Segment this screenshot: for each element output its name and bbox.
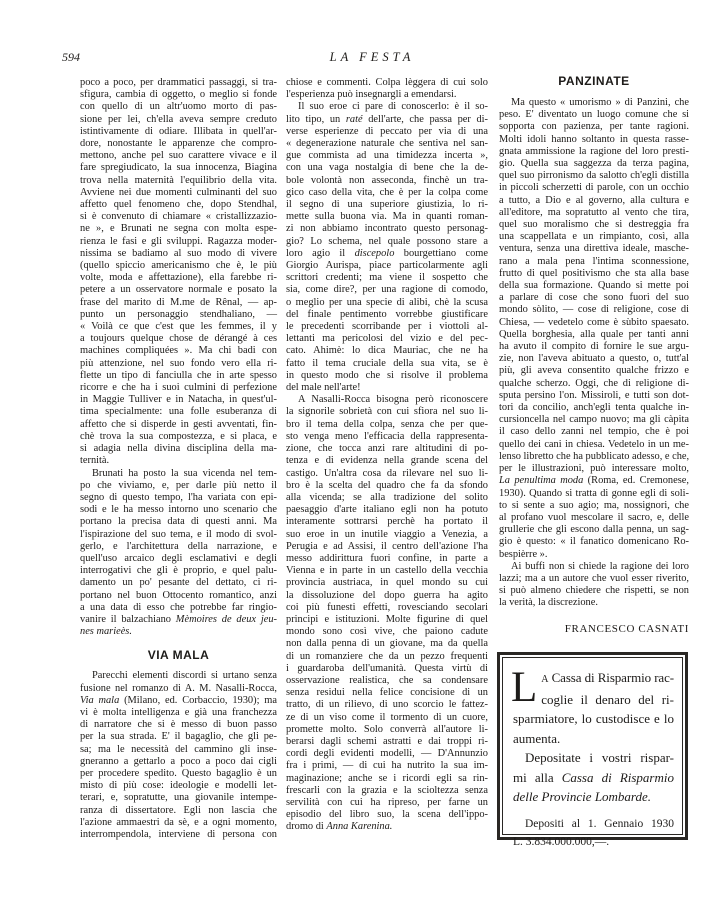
text-line: non dalla penna di un giovane, ma da quella	[286, 638, 488, 650]
text-line: osservazione realistica, che sa condensare	[286, 674, 488, 686]
text-line: gue commista ad una timidezza incerta »,	[286, 150, 488, 162]
drop-cap: L	[511, 664, 538, 711]
text-line: per procedere spedito. Questo bagaglio è un	[80, 767, 277, 779]
text-line: terari, e, sopratutte, una giovanile intempe-	[80, 792, 277, 804]
text-line: ternità.	[80, 455, 110, 467]
text-line: in Maggie Tulliver e in Natacha, in quest'ul-	[80, 394, 277, 406]
text-line: lazzi; ma a un autore che vuol esser riverito,	[499, 572, 689, 584]
text-line: promette molto. Solo converrà all'autore li-	[286, 723, 488, 735]
text-line: del finale pentimento vorrebbe giustificare	[286, 308, 488, 320]
text-line: cato. Ahimè: lo dica Mauriac, che ne ha	[286, 345, 488, 357]
text-line: tori da concilio, anch'egli tenta qualche in-	[499, 402, 689, 414]
text-line: di narratore che si è messo di buon passo	[80, 719, 277, 731]
text-line: il caso dello zanni nel tempio, che è poi	[499, 426, 689, 438]
text-line: istintivamente di odiare. Illibata in quell'ar-	[80, 125, 277, 137]
text-line: più attenzione, nel suo fondo vero ella ri-	[80, 357, 277, 369]
text-line: tima specialmente: una folle esuberanza di	[80, 406, 277, 418]
text-line: principi e istituzioni. Molte figurine di quel	[286, 613, 488, 625]
text-line: frutto di quel positivismo che sta alla base	[499, 267, 689, 279]
text-line: scrittori credenti; ma viene il sospetto che	[286, 272, 488, 284]
text-line: gio. Quella sua saggezza da terza pagina,	[499, 158, 689, 170]
text-line: della sua formazione. Quando si mette poi	[499, 280, 689, 292]
text-line: per le illustrazioni, può interessare molto,	[499, 463, 689, 475]
text-line: in piccoli scherzetti di parole, con un occhio	[499, 182, 689, 194]
italic-title: La penultima moda	[499, 475, 584, 487]
text-line: sa; ma le necessità del cammino gli inse-	[80, 743, 277, 755]
section-heading: PANZINATE	[558, 74, 630, 88]
text-line: sfigura, cambia di oggetto, o meglio si fonde	[80, 89, 277, 101]
paragraph	[286, 101, 488, 394]
ad-text-line: sparmiatore, lo custodisce e lo	[513, 711, 674, 726]
text-line: Via mala (Milano, ed. Corbaccio, 1930); ma	[80, 694, 277, 706]
text-line: ne », e Brunati ne segna con molta espe-	[80, 223, 277, 235]
text-line: mette sulla buona via. Ma in quanti roman-	[286, 211, 488, 223]
text-line: gio? Lo schema, nel quale possono stare a	[286, 235, 488, 247]
text-line: berarsi dagli schemi astratti e dai troppi ri-	[286, 735, 488, 747]
text-line: Molti idoli hanno soltanto in questa rasse-	[499, 133, 689, 145]
italic-title: Anna Karenina.	[326, 821, 393, 833]
text-line: Il suo eroe ci pare di conoscerlo: è il so-	[298, 101, 488, 113]
text-line: sputa persino l'on. Missiroli, e tutti son dot-	[499, 389, 689, 401]
text-line: a parlare di cose che sono fuori del suo	[499, 292, 689, 304]
ad-text-line: mi alla Cassa di Risparmio	[513, 769, 674, 785]
italic-title: Mèmoires de deux jeu-	[175, 613, 277, 625]
text-line: l'esperienza può insegnargli a emendarsi.	[286, 89, 457, 101]
text-line: o meglio per una specie di alibi, chè la scusa	[286, 296, 488, 308]
text-line: cursioncella nel campo nuovo; ma gli càpita	[499, 414, 689, 426]
text-line: interrompendola, interviene di persona con	[80, 828, 277, 840]
text-line: fusione nel romanzo di A. M. Nasalli-Rocca,	[80, 682, 277, 694]
text-line: zie, non l'aveva abituato a questo, o, tutt'al	[499, 353, 689, 365]
text-line: Giorgio Aurispa, piace particolarmente agli	[286, 260, 488, 272]
text-line: con quello di un altr'uomo morto di pas-	[80, 101, 277, 113]
text-line: ha avuto il compito di fornire le sue argu-	[499, 341, 689, 353]
text-line: più, gli aveva consentito qualche frizzo e	[499, 365, 689, 377]
text-line: bole volontà non asseconda, finchè un tra-	[286, 174, 488, 186]
text-line: rienza le fasi e gli sviluppi. Ragazza moder-	[80, 235, 277, 247]
text-line: Quella borghesia, alla quale per tanti anni	[499, 328, 689, 340]
text-line: fatto il tema cruciale della sua vita, se è	[286, 357, 488, 369]
text-line: si è convenuto di chiamare « cristallizzazio-	[80, 211, 277, 223]
text-line: vanire il balzachiano Mèmoires de deux jeu-	[80, 613, 277, 625]
text-line: trova nella maternità l'equilibrio della vita.	[80, 174, 277, 186]
text-line: interamente sottrarsi perchè ha portato il	[286, 516, 488, 528]
text-line: punto un personaggio stendhaliano, —	[80, 308, 277, 320]
text-line: maginazione; anche se i ricordi egli sa rin-	[286, 772, 488, 784]
text-line: dore, nonostante le apparenze che compro-	[80, 138, 277, 150]
paragraph	[80, 77, 277, 468]
text-line: rano a mala pena l'intima sconnessione,	[499, 255, 689, 267]
text-line: bro il tema della colpa, senza che per que-	[286, 418, 488, 430]
text-line: gneranno a gettarlo a poco a poco dai cigli	[80, 755, 277, 767]
text-line: i guardaroba dell'umanità. Questa virtù di	[286, 662, 488, 674]
text-line: ricorre e che ha i suoi culmini di perfezione	[80, 382, 277, 394]
column-1	[80, 77, 277, 841]
text-line: l'azione ammaestri da sè, e a ogni momento,	[80, 816, 277, 828]
text-line: per la sua strada. E' il bagaglio, che gli pe-	[80, 731, 277, 743]
text-line: a una data di esso che potrebbe far ringio-	[80, 601, 277, 613]
text-line: servilità con cui ha ripreso, per farne un	[286, 796, 488, 808]
paragraph	[80, 670, 277, 841]
text-line: sodi e le ha messo intorno uno scenario che	[80, 504, 277, 516]
text-line: portano la precisa data di questi anni. Ma	[80, 516, 277, 528]
text-line: tenza e di evidenza nella grande scena del	[286, 455, 488, 467]
text-line: loro agio il discepolo bourgettiano come	[286, 247, 488, 259]
text-line: di un romanziere che da un pezzo frequenti	[286, 650, 488, 662]
text-line: Brunati ha posto la sua vicenda nel tem-	[92, 467, 277, 479]
text-line: to si sente a suo agio; ma, nossignori, che	[499, 499, 689, 511]
text-line: la dissoluzione del dopo guerra ha agito	[286, 589, 488, 601]
text-line: gerlo, e l'architettura della narrazione, e	[80, 540, 277, 552]
text-line: dromo di Anna Karenina.	[286, 821, 393, 833]
text-line: Perugia e ad Assisi, il centro dell'azione l'ha	[286, 540, 488, 552]
text-line: castigo. Un'altra cosa da rilevare nel suo li-	[286, 467, 488, 479]
text-line: le precedenti scorribande per i viottoli al-	[286, 321, 488, 333]
text-line	[80, 626, 277, 638]
text-line: sia, come dire?, per una ragione di comodo,	[286, 284, 488, 296]
page-number: 594	[62, 50, 80, 64]
text-line: chiose e commenti. Colpa lèggera di cui solo	[286, 77, 488, 88]
text-line: all'editore, ma sopratutto al vento che tira,	[499, 206, 689, 218]
text-line: quel suo moralismo che si destreggia fra	[499, 219, 689, 231]
paragraph	[286, 77, 488, 101]
text-line: bespièrre ».	[499, 548, 548, 560]
text-line: po che viviamo, e, per darle più netto il	[80, 479, 277, 491]
italic-title: Via mala	[80, 694, 120, 706]
text-line: sto venga meno l'efficacia della rappresenta-	[286, 430, 488, 442]
ad-text-line: aumenta.	[513, 730, 561, 746]
text-line: interrogativi che gli è proprio, e quel palu-	[80, 565, 277, 577]
text-line: paesaggio d'arte italiano egli non ha potuto	[286, 504, 488, 516]
advertisement-frame	[502, 657, 683, 848]
text-line: ze di un viso come il tormento di un cuore,	[286, 711, 488, 723]
text-line: con una vaga nostalgia di bene che la de-	[286, 162, 488, 174]
text-line: lettanti ma pericolosi del vizio e del pec-	[286, 333, 488, 345]
text-line: provincia austriaca, in quel mondo su cui	[286, 577, 488, 589]
text-line: Avviene nei due momenti culminanti del suo	[80, 186, 277, 198]
text-line: « Voilà ce que c'est que les femmes, il y	[80, 321, 277, 333]
text-line: una scappellata e un rimpianto, così, alla	[499, 231, 689, 243]
text-line: si può almeno chiedere che rispetti, se non	[499, 585, 689, 597]
italic-title: Cassa di Risparmio	[561, 769, 674, 785]
text-line: gnata ammissione la ragione del loro presti-	[499, 145, 689, 157]
text-line: la signorile sobrietà con cui sfiora nel suo li-	[286, 406, 488, 418]
text-line: al profano vuol mescolare il sacro, e, delle	[499, 511, 689, 523]
text-line: il segno di una superiore giustizia, lo ri-	[286, 199, 488, 211]
text-line: Ma questo « umorismo » di Panzini, che	[511, 97, 689, 108]
text-line: sione per lei, ch'ella aveva sempre creduto	[80, 113, 277, 125]
text-line: mettono, anche pel suo carattere vivace e il	[80, 150, 277, 162]
text-line: grullerie che gli escono dalla penna, un sag-	[499, 524, 689, 536]
column-2	[286, 77, 488, 834]
italic-title: raté	[345, 113, 363, 125]
text-line: alla vicenda; se alla tradizione del solito	[286, 491, 488, 503]
text-line: zi non abbiamo incontrato questo personag-	[286, 223, 488, 235]
text-line: flette un tipo di fanciulla che in arte spesso	[80, 369, 277, 381]
italic-title: delle Provincie Lombarde.	[513, 789, 652, 804]
text-line: mondo sono così vive, che paiono cadute	[286, 626, 488, 638]
text-line: fra i primi, — di cui ha nutrito la sua im-	[286, 760, 488, 772]
text-line: tratto, di un rilievo, di uno scorcio le fattez-	[286, 699, 488, 711]
running-title: LA FESTA	[329, 50, 415, 64]
text-line: Chiesa, — vedetelo come è sùbito spaesato.	[499, 316, 689, 328]
text-line: senza residui nella felice concisione di un	[286, 687, 488, 699]
text-line: verse esperienze di peccato per via di una	[286, 125, 488, 137]
text-line: in questo modo che si risolve il problema	[286, 369, 488, 381]
paragraph	[286, 394, 488, 833]
text-line: la verità, la discrezione.	[499, 597, 598, 609]
text-line: Parecchi elementi discordi si urtano senza	[92, 670, 277, 682]
text-line: messo addirittura fuori confine, in parte a	[286, 552, 488, 564]
text-line: La penultima moda (Roma, ed. Cremonese,	[499, 475, 689, 487]
text-line: 1930). Quando si tratta di gonne egli di soli-	[499, 487, 689, 499]
text-line: vi è molta intelligenza e già una franchezza	[80, 706, 277, 718]
text-line: volte, moda e affettazione), ella farebbe ri-	[80, 272, 277, 284]
paragraph	[80, 468, 277, 639]
text-line: quell'uso arcaico degli esclamativi e degli	[80, 552, 277, 564]
text-line: quello dei cani in chiesa. Vedetelo in un me-	[499, 438, 689, 450]
text-line: machines compliquées ». Ma chi badi con	[80, 345, 277, 357]
text-line: frescarli con la grazia e la scioltezza senza	[286, 784, 488, 796]
text-line: zione, che tocca anzi rare altitudini di po-	[286, 443, 488, 455]
column-3	[499, 74, 689, 610]
text-line: a tutto, a Dio e al governo, alla cultura e	[499, 194, 689, 206]
deposit-info	[513, 815, 674, 851]
deposit-line: Depositi al 1. Gennaio 1930	[525, 817, 674, 830]
text-line: cordi degli evidenti modelli, — D'Annunzio	[286, 748, 488, 760]
text-line: Vienna e in parte in un castello della vecchia	[286, 565, 488, 577]
text-line: quel suo pirronismo da salotto ch'egli distilla	[499, 170, 689, 182]
ad-text-line: Depositate i vostri rispar-	[525, 750, 674, 765]
text-line: affetto quel fenomeno che, dopo Stendhal,	[80, 199, 277, 211]
text-line: gico caso della vita, che è per la colpa come	[286, 186, 488, 198]
text-line: affetto che si disperde in gesti avventati, fin-	[80, 418, 277, 430]
text-line: segno di questo tempo, l'ha variata con epi-	[80, 491, 277, 503]
text-line: misto di più cose: ideologie e modelli let-	[80, 780, 277, 792]
text-line: lenso libretto che ha pubblicato adesso, e che,	[499, 450, 690, 462]
text-line: nissima se badiamo al suo modo di vivere	[80, 247, 277, 259]
text-line: del male nell'arte!	[286, 382, 361, 394]
text-line: (quello spiccio americanismo che è, le più	[80, 260, 277, 272]
section-heading: VIA MALA	[147, 648, 210, 663]
text-line: damento un po' pesante del dettato, ci ri-	[80, 577, 277, 589]
deposit-line: L. 3.834.000.000,—.	[513, 835, 610, 848]
text-line: frase del marito di M.me de Rênal, — ap-	[80, 296, 277, 308]
text-line: chè trova la sua compostezza, e si placa, e	[80, 430, 277, 442]
ad-text-line: coglie il denaro del ri-	[541, 691, 674, 707]
bank-advertisement	[497, 652, 688, 848]
text-line: si adagia nella divina disciplina della ma-	[80, 443, 277, 455]
text-line: lito tipo, un raté dell'arte, che passa per di-	[286, 113, 488, 125]
text-line: gio è questo: « il fanatico domenicano Ro-	[499, 536, 689, 548]
text-line: bro è la scelta del quadro che fa da sfondo	[286, 479, 488, 491]
text-line: mondo sòlito, — cose di religione, cose di	[499, 304, 689, 316]
text-line: l'ispirazione del suo tema, e il modo di svol-	[80, 528, 277, 540]
italic-title: nes marieès.	[80, 626, 132, 638]
text-line: qualche scherzo. Oggi, che di religione di-	[499, 377, 689, 389]
text-line: ventura, senza una direttiva ideale, masche-	[499, 243, 689, 255]
ad-text-line: A Cassa di Risparmio rac-	[541, 670, 674, 685]
text-line: petere a un osservatore normale e posato la	[80, 284, 277, 296]
text-line: « degenerazione naturale che sentiva nel san-	[286, 138, 488, 150]
text-line: a toujours quelque chose de dérangé à ces	[80, 333, 277, 345]
text-line: sopporta con pazienza, per tante ragioni.	[499, 121, 689, 133]
text-line: Ai buffi non si chiede la ragione dei loro	[511, 560, 689, 572]
text-line: ranza di dissertatore. Egli non lascia che	[80, 804, 277, 816]
text-line: poco a poco, per drammatici passaggi, si tra-	[80, 77, 277, 88]
text-line: episodio del libro suo, la scena dell'ippo-	[286, 809, 488, 821]
author-signature: FRANCESCO CASNATI	[564, 623, 689, 635]
text-line: coi più funesti effetti, rovesciando secolari	[286, 601, 488, 613]
italic-title: discepolo	[354, 247, 395, 259]
text-line: suo eroe in un inutile viaggio a Venezia, a	[286, 528, 488, 540]
text-line: A Nasalli-Rocca bisogna però riconoscere	[298, 394, 488, 406]
paragraph	[499, 561, 689, 610]
text-line: portano nel buon Ottocento romantico, anzi	[80, 589, 277, 601]
text-line: fare spregiudicato, la sua innocenza, Biagina	[80, 162, 277, 174]
paragraph	[499, 97, 689, 561]
ad-text-line	[513, 787, 674, 807]
text-line: peso. E' diventato un luogo comune che si	[499, 109, 689, 121]
